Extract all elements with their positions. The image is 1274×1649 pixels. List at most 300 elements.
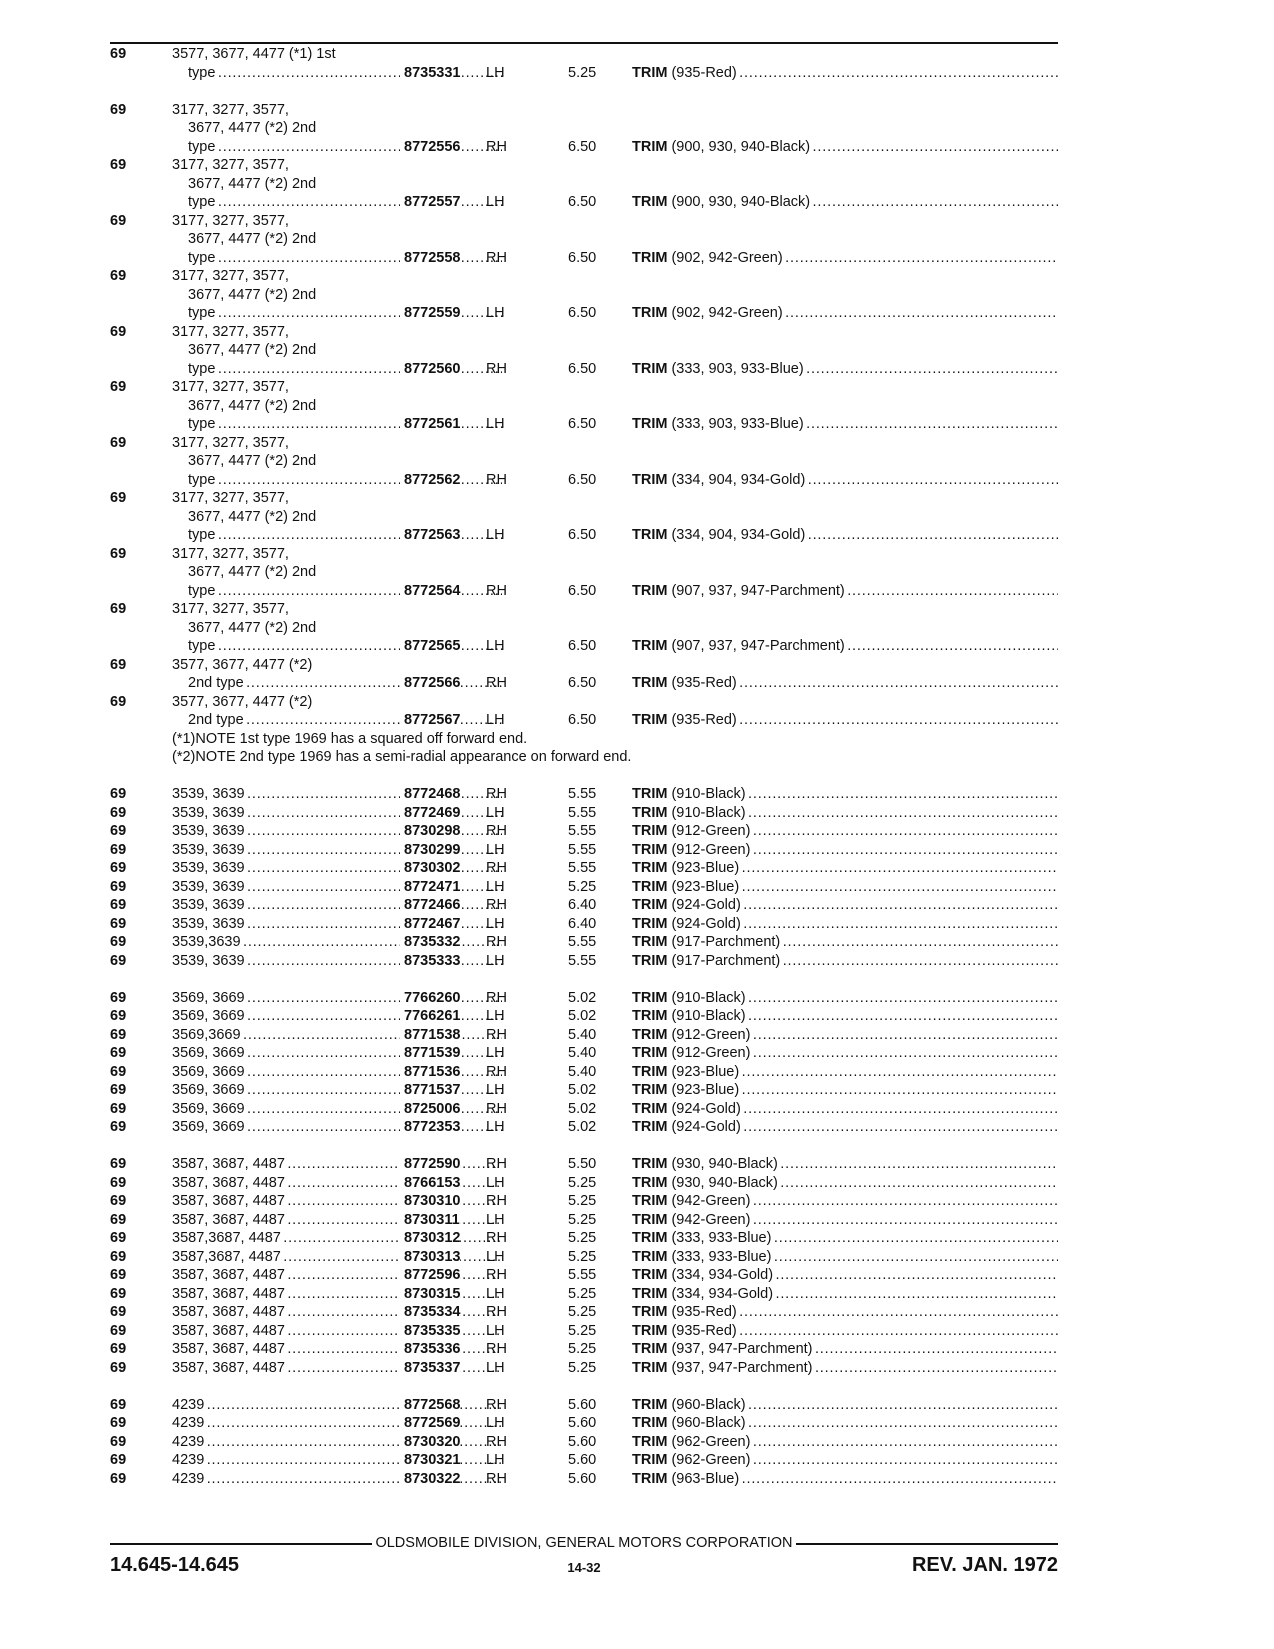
trim-code: (907, 937, 947-Parchment) (671, 638, 845, 654)
side: LH (486, 878, 505, 895)
trim-code: (924-Gold) (671, 1100, 741, 1117)
trim-label: TRIM (632, 897, 668, 913)
model-year: 69 (110, 1433, 127, 1450)
trim-label: TRIM (632, 1230, 668, 1246)
spacer (110, 1137, 1058, 1156)
trim-description (632, 304, 1058, 323)
parts-row (110, 711, 1058, 730)
model-year: 69 (110, 786, 127, 802)
part-number: 8735334 (400, 1303, 460, 1322)
trim-code: (923-Blue) (671, 1082, 740, 1098)
parts-row-continuation (110, 156, 1058, 175)
model-year: 69 (110, 1248, 127, 1265)
price: 6.50 (568, 305, 597, 321)
model-year: 69 (110, 804, 127, 821)
part-number: 8772471 (400, 878, 460, 897)
side: RH (486, 360, 507, 377)
model-description: 3539, 3639 . . . (172, 896, 502, 915)
trim-code: (923-Blue) (671, 860, 740, 876)
model-description: 3177, 3277, 3577, (172, 101, 289, 118)
part-number: 8730298 (400, 822, 460, 841)
part-number: 8730312 (400, 1229, 460, 1248)
side: RH (486, 1230, 507, 1246)
model-description: 4239 . . . (172, 1396, 502, 1415)
price: 5.60 (568, 1415, 597, 1431)
part-number: 8772353 (400, 1118, 460, 1137)
trim-code: (935-Red) (671, 712, 737, 728)
side: LH (486, 841, 505, 858)
parts-row-continuation (110, 378, 1058, 397)
model-description: 4239 . . . (172, 1414, 502, 1433)
part-number: 8772569 (400, 1414, 460, 1433)
parts-row-continuation (110, 230, 1058, 249)
price: 5.02 (568, 989, 597, 1006)
trim-code: (333, 933-Blue) (671, 1230, 772, 1246)
side: RH (486, 1396, 507, 1413)
part-number: 8772568 (400, 1396, 460, 1415)
parts-row-continuation (110, 600, 1058, 619)
model-description: 3677, 4477 (*2) 2nd (188, 231, 317, 247)
trim-description (632, 1211, 1058, 1230)
side: LH (486, 638, 505, 654)
trim-code: (923-Blue) (671, 878, 740, 895)
trim-code: (334, 904, 934-Gold) (671, 471, 806, 488)
model-description: type . . . (188, 637, 502, 656)
part-number: 8730321 (400, 1451, 460, 1470)
trim-code: (902, 942-Green) (671, 249, 783, 266)
trim-code: (334, 934-Gold) (671, 1267, 774, 1283)
parts-row (110, 1396, 1058, 1415)
model-description: type . . . (188, 526, 502, 545)
trim-description (632, 526, 1058, 545)
model-year: 69 (110, 1396, 127, 1413)
model-description: 3587, 3687, 4487 . . . (172, 1359, 502, 1378)
side: LH (486, 1359, 505, 1376)
model-description: type . . . (188, 304, 502, 323)
trim-code: (962-Green) (671, 1433, 751, 1450)
trim-label: TRIM (632, 1026, 668, 1043)
parts-row (110, 1155, 1058, 1174)
parts-row (110, 1470, 1058, 1489)
side: LH (486, 1119, 505, 1135)
trim-code: (917-Parchment) (671, 934, 781, 950)
model-description: 3587, 3687, 4487 . . . (172, 1192, 502, 1211)
model-description: 2nd type . . . (188, 711, 502, 730)
model-description: 3177, 3277, 3577, (172, 379, 289, 395)
part-number: 8772469 (400, 804, 460, 823)
price: 5.25 (568, 1230, 597, 1246)
price: 5.60 (568, 1396, 597, 1413)
price: 5.25 (568, 1193, 597, 1209)
model-year: 69 (110, 434, 127, 451)
parts-row (110, 637, 1058, 656)
parts-row (110, 674, 1058, 693)
model-description: 3177, 3277, 3577, (172, 490, 289, 506)
trim-description (632, 1118, 1058, 1137)
price: 6.50 (568, 675, 597, 691)
trim-description (632, 1433, 1058, 1452)
part-number: 8772556 (400, 138, 460, 157)
side: RH (486, 1341, 507, 1357)
trim-label: TRIM (632, 804, 668, 821)
model-year: 69 (110, 934, 127, 950)
model-description: 3677, 4477 (*2) 2nd (188, 286, 317, 303)
trim-label: TRIM (632, 1341, 668, 1357)
model-year: 69 (110, 1193, 127, 1209)
trim-label: TRIM (632, 823, 668, 839)
parts-row (110, 1359, 1058, 1378)
trim-code: (900, 930, 940-Black) (671, 194, 811, 210)
price: 5.55 (568, 1267, 597, 1283)
price: 6.40 (568, 915, 597, 932)
model-year: 69 (110, 1415, 127, 1431)
trim-label: TRIM (632, 1415, 668, 1431)
model-description: 3577, 3677, 4477 (*2) (172, 693, 313, 710)
model-year: 69 (110, 212, 127, 229)
price: 5.55 (568, 860, 597, 876)
price: 6.50 (568, 712, 597, 728)
model-year: 69 (110, 1174, 127, 1191)
part-number: 8730302 (400, 859, 460, 878)
part-number: 8771536 (400, 1063, 460, 1082)
side: LH (486, 1415, 505, 1431)
footer-revision: REV. JAN. 1972 (911, 1554, 1058, 1576)
trim-description (632, 249, 1058, 268)
trim-label: TRIM (632, 712, 668, 728)
trim-label: TRIM (632, 1452, 668, 1468)
model-year: 69 (110, 1285, 127, 1302)
price: 6.50 (568, 138, 597, 155)
model-description: 3569, 3669 . . . (172, 1044, 502, 1063)
part-number: 8730320 (400, 1433, 460, 1452)
model-description: 3177, 3277, 3577, (172, 545, 289, 562)
model-description: 3587, 3687, 4487 . . . (172, 1155, 502, 1174)
trim-label: TRIM (632, 1119, 668, 1135)
price: 5.02 (568, 1100, 597, 1117)
model-year: 69 (110, 860, 127, 876)
model-year: 69 (110, 1119, 127, 1135)
parts-row (110, 896, 1058, 915)
parts-row-continuation (110, 619, 1058, 638)
model-description: 3177, 3277, 3577, (172, 268, 289, 284)
part-number: 8771537 (400, 1081, 460, 1100)
parts-row (110, 360, 1058, 379)
trim-description (632, 989, 1058, 1008)
model-description: 3569, 3669 . . . (172, 1118, 502, 1137)
trim-description (632, 1044, 1058, 1063)
model-description: 3539, 3639 . . . (172, 804, 502, 823)
side: RH (486, 138, 507, 155)
model-description: 3587, 3687, 4487 . . . (172, 1303, 502, 1322)
spacer (110, 970, 1058, 989)
parts-row (110, 1026, 1058, 1045)
trim-label: TRIM (632, 915, 668, 932)
parts-row (110, 1118, 1058, 1137)
parts-row-continuation (110, 434, 1058, 453)
model-description: type . . . (188, 193, 502, 212)
model-description: 3569, 3669 . . . (172, 1007, 502, 1026)
trim-label: TRIM (632, 1433, 668, 1450)
parts-row (110, 249, 1058, 268)
price: 6.50 (568, 638, 597, 654)
model-description: type . . . (188, 360, 502, 379)
parts-row-continuation (110, 286, 1058, 305)
model-description: 4239 . . . (172, 1470, 502, 1489)
side: LH (486, 64, 505, 81)
part-number: 7766261 (400, 1007, 460, 1026)
model-description: 3539, 3639 . . . (172, 859, 502, 878)
model-year: 69 (110, 952, 127, 969)
trim-code: (924-Gold) (671, 1119, 741, 1135)
model-year: 69 (110, 490, 127, 506)
trim-code: (942-Green) (671, 1193, 751, 1209)
trim-label: TRIM (632, 1359, 668, 1376)
price: 5.02 (568, 1119, 597, 1135)
trim-description (632, 952, 1058, 971)
spacer (110, 1377, 1058, 1396)
trim-description (632, 1303, 1058, 1322)
model-description: 4239 . . . (172, 1433, 502, 1452)
model-description: 3587,3687, 4487 . . . (172, 1248, 502, 1267)
trim-label: TRIM (632, 360, 668, 377)
model-description: 3177, 3277, 3577, (172, 157, 289, 173)
price: 6.40 (568, 897, 597, 913)
price: 5.25 (568, 1359, 597, 1376)
model-description: 3177, 3277, 3577, (172, 212, 289, 229)
price: 5.25 (568, 1211, 597, 1228)
part-number: 8772559 (400, 304, 460, 323)
trim-code: (910-Black) (671, 1008, 746, 1024)
trim-description (632, 1285, 1058, 1304)
model-year: 69 (110, 46, 127, 62)
model-description: 3677, 4477 (*2) 2nd (188, 564, 317, 580)
part-number: 8735332 (400, 933, 460, 952)
parts-row-continuation (110, 323, 1058, 342)
model-description: 3177, 3277, 3577, (172, 601, 289, 617)
parts-row (110, 1433, 1058, 1452)
model-description: 3569,3669 . . . (172, 1026, 502, 1045)
trim-description (632, 138, 1058, 157)
side: LH (486, 915, 505, 932)
price: 5.55 (568, 804, 597, 821)
model-description: 3569, 3669 . . . (172, 989, 502, 1008)
part-number: 8772562 (400, 471, 460, 490)
model-description: 3569, 3669 . . . (172, 1100, 502, 1119)
trim-label: TRIM (632, 1267, 668, 1283)
trim-description (632, 1414, 1058, 1433)
model-year: 69 (110, 841, 127, 858)
model-year: 69 (110, 1470, 127, 1487)
trim-code: (937, 947-Parchment) (671, 1359, 813, 1376)
model-year: 69 (110, 915, 127, 932)
trim-label: TRIM (632, 841, 668, 858)
trim-label: TRIM (632, 638, 668, 654)
parts-row (110, 785, 1058, 804)
model-year: 69 (110, 1341, 127, 1357)
trim-label: TRIM (632, 471, 668, 488)
model-description: 3677, 4477 (*2) 2nd (188, 342, 317, 358)
trim-label: TRIM (632, 527, 668, 543)
footnote: (*1)NOTE 1st type 1969 has a squared off forward end. (172, 730, 528, 747)
model-description: type . . . (188, 249, 502, 268)
side: LH (486, 1045, 505, 1061)
parts-row-continuation (110, 545, 1058, 564)
price: 6.50 (568, 360, 597, 377)
model-year: 69 (110, 1082, 127, 1098)
parts-row (110, 1229, 1058, 1248)
trim-code: (930, 940-Black) (671, 1156, 778, 1172)
price: 5.25 (568, 878, 597, 895)
part-number: 8772564 (400, 582, 460, 601)
part-number: 8735335 (400, 1322, 460, 1341)
trim-label: TRIM (632, 1248, 668, 1265)
parts-row (110, 1100, 1058, 1119)
parts-row-continuation (110, 175, 1058, 194)
model-year: 69 (110, 1359, 127, 1376)
parts-row (110, 1322, 1058, 1341)
part-number: 8730315 (400, 1285, 460, 1304)
parts-row-continuation (110, 452, 1058, 471)
trim-description (632, 1007, 1058, 1026)
side: LH (486, 1322, 505, 1339)
model-year: 69 (110, 693, 127, 710)
parts-row (110, 859, 1058, 878)
side: RH (486, 249, 507, 266)
parts-row (110, 841, 1058, 860)
price: 5.25 (568, 1285, 597, 1302)
price: 5.25 (568, 1322, 597, 1339)
parts-row-continuation (110, 267, 1058, 286)
model-description: 3677, 4477 (*2) 2nd (188, 619, 317, 636)
parts-row (110, 64, 1058, 83)
trim-description (632, 360, 1058, 379)
model-year: 69 (110, 1304, 127, 1320)
parts-row-continuation (110, 508, 1058, 527)
part-number: 8772590 (400, 1155, 460, 1174)
model-year: 69 (110, 601, 127, 617)
trim-label: TRIM (632, 675, 668, 691)
model-description: 3539,3639 . . . (172, 933, 502, 952)
part-number: 8772567 (400, 711, 460, 730)
trim-label: TRIM (632, 194, 668, 210)
trim-code: (333, 903, 933-Blue) (671, 360, 804, 377)
parts-row (110, 1414, 1058, 1433)
price: 5.25 (568, 1248, 597, 1265)
part-number: 8730322 (400, 1470, 460, 1489)
trim-label: TRIM (632, 138, 668, 155)
price: 5.02 (568, 1008, 597, 1024)
model-year: 69 (110, 1211, 127, 1228)
price: 5.55 (568, 786, 597, 802)
price: 6.50 (568, 416, 597, 432)
trim-code: (935-Red) (671, 64, 737, 81)
part-number: 8730313 (400, 1248, 460, 1267)
spacer (110, 82, 1058, 101)
price: 5.25 (568, 1174, 597, 1191)
side: RH (486, 582, 507, 599)
trim-code: (333, 903, 933-Blue) (671, 416, 804, 432)
parts-row-continuation (110, 101, 1058, 120)
part-number: 8772557 (400, 193, 460, 212)
side: RH (486, 1470, 507, 1487)
trim-code: (942-Green) (671, 1211, 751, 1228)
trim-description (632, 1396, 1058, 1415)
price: 5.60 (568, 1452, 597, 1468)
model-description: 3539, 3639 . . . (172, 952, 502, 971)
model-year: 69 (110, 1063, 127, 1080)
model-year: 69 (110, 878, 127, 895)
side: RH (486, 1156, 507, 1172)
part-number: 8772561 (400, 415, 460, 434)
model-description: 3539, 3639 . . . (172, 841, 502, 860)
price: 5.55 (568, 952, 597, 969)
footer-organization: OLDSMOBILE DIVISION, GENERAL MOTORS CORPORATION (110, 1534, 1058, 1552)
parts-row (110, 1285, 1058, 1304)
trim-description (632, 1266, 1058, 1285)
model-description: 3677, 4477 (*2) 2nd (188, 397, 317, 414)
side: RH (486, 1433, 507, 1450)
parts-row (110, 138, 1058, 157)
trim-label: TRIM (632, 1211, 668, 1228)
parts-row (110, 989, 1058, 1008)
model-year: 69 (110, 1322, 127, 1339)
trim-description (632, 471, 1058, 490)
side: LH (486, 305, 505, 321)
parts-row (110, 1303, 1058, 1322)
part-number: 8735333 (400, 952, 460, 971)
model-year: 69 (110, 1026, 127, 1043)
trim-description (632, 1322, 1058, 1341)
side: RH (486, 823, 507, 839)
parts-row (110, 415, 1058, 434)
parts-row (110, 915, 1058, 934)
price: 5.60 (568, 1470, 597, 1487)
parts-row (110, 582, 1058, 601)
model-description: type . . . (188, 415, 502, 434)
model-year: 69 (110, 157, 127, 173)
price: 5.40 (568, 1045, 597, 1061)
trim-label: TRIM (632, 305, 668, 321)
model-description: 3587, 3687, 4487 . . . (172, 1174, 502, 1193)
trim-label: TRIM (632, 952, 668, 969)
trim-code: (924-Gold) (671, 897, 741, 913)
trim-code: (924-Gold) (671, 915, 741, 932)
trim-label: TRIM (632, 1100, 668, 1117)
trim-code: (902, 942-Green) (671, 305, 783, 321)
parts-row (110, 952, 1058, 971)
model-year: 69 (110, 1100, 127, 1117)
part-number: 8766153 (400, 1174, 460, 1193)
model-year: 69 (110, 379, 127, 395)
trim-description (632, 1100, 1058, 1119)
part-number: 8771539 (400, 1044, 460, 1063)
model-description: 4239 . . . (172, 1451, 502, 1470)
trim-code: (907, 937, 947-Parchment) (671, 582, 845, 599)
parts-row (110, 878, 1058, 897)
trim-description (632, 1063, 1058, 1082)
parts-row (110, 1081, 1058, 1100)
parts-row (110, 304, 1058, 323)
price: 5.40 (568, 1063, 597, 1080)
parts-row (110, 1174, 1058, 1193)
parts-row-continuation (110, 397, 1058, 416)
price: 5.25 (568, 64, 597, 81)
trim-description (632, 1026, 1058, 1045)
model-description: type . . . (188, 138, 502, 157)
trim-description (632, 933, 1058, 952)
model-year: 69 (110, 101, 127, 118)
trim-description (632, 1340, 1058, 1359)
